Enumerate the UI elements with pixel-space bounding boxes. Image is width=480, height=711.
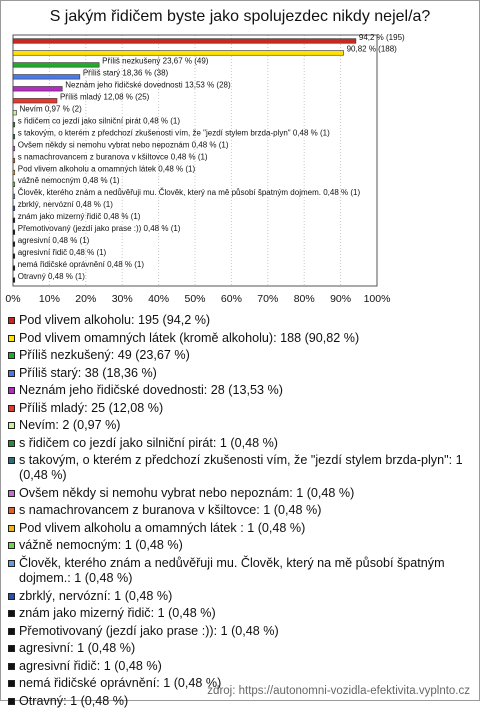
legend-swatch — [8, 593, 15, 600]
legend-label: Pod vlivem omamných látek (kromě alkoholu): 188 (90,82 %) — [19, 331, 359, 345]
legend-label: s namachrovancem z buranova v kšiltovce: 1 (0,48 %) — [19, 503, 321, 517]
legend-label: Člověk, kterého znám a nedůvěřuji mu. Člověk, který na mě působí špatným dojmem.: 1 (0,48 %) — [19, 556, 445, 585]
legend-item — [8, 383, 470, 398]
bar-data-label: Příliš nezkušený 23,67 % (49) — [102, 57, 209, 66]
legend-label: Ovšem někdy si nemohu vybrat nebo nepoznám: 1 (0,48 %) — [19, 486, 354, 500]
legend-item — [8, 331, 470, 346]
legend-label: Pod vlivem alkoholu: 195 (94,2 %) — [19, 313, 210, 327]
bar — [13, 146, 15, 151]
legend-swatch — [8, 525, 15, 532]
bar — [13, 266, 15, 271]
bars — [13, 33, 405, 283]
legend-item — [8, 348, 470, 363]
legend-label: Příliš mladý: 25 (12,08 %) — [19, 401, 163, 415]
legend-swatch — [8, 560, 15, 567]
legend-label: s řidičem co jezdí jako silniční pirát: 1 (0,48 %) — [19, 436, 278, 450]
x-tick-label: 50% — [184, 293, 205, 305]
legend-label: Neznám jeho řidičské dovednosti: 28 (13,53 %) — [19, 383, 283, 397]
source-note: zdroj: https://autonomni-vozidla-efektivita.vyplnto.cz — [207, 685, 470, 697]
legend-label: agresivní řidič: 1 (0,48 %) — [19, 659, 162, 673]
legend-swatch — [8, 422, 15, 429]
legend-item — [8, 521, 470, 536]
bar — [13, 194, 15, 199]
legend-swatch — [8, 507, 15, 514]
x-axis-ticks — [5, 293, 390, 305]
bar-data-label: Otravný 0,48 % (1) — [18, 272, 85, 281]
bar — [13, 158, 15, 163]
legend-item — [8, 556, 470, 587]
legend-label: Pod vlivem alkoholu a omamných látek : 1 (0,48 %) — [19, 521, 305, 535]
legend-swatch — [8, 490, 15, 497]
legend-item — [8, 418, 470, 433]
bar — [13, 170, 15, 175]
legend-label: Příliš nezkušený: 49 (23,67 %) — [19, 348, 190, 362]
legend-label: Nevím: 2 (0,97 %) — [19, 418, 120, 432]
bar — [13, 51, 344, 56]
legend-label: Přemotivovaný (jezdí jako prase :)): 1 (0,48 %) — [19, 624, 279, 638]
bar — [13, 182, 15, 187]
legend-item — [8, 313, 470, 328]
bar-data-label: s řidičem co jezdí jako silniční pirát 0,48 % (1) — [18, 116, 181, 125]
legend-swatch — [8, 370, 15, 377]
legend-item — [8, 453, 470, 484]
bar-data-label: s namachrovancem z buranova v kšiltovce 0,48 % (1) — [18, 152, 208, 161]
bar — [13, 254, 15, 259]
bar-data-label: zbrklý, nervózní 0,48 % (1) — [18, 200, 113, 209]
x-tick-label: 90% — [330, 293, 351, 305]
x-tick-label: 0% — [5, 293, 20, 305]
legend-item — [8, 606, 470, 621]
bar-data-label: Příliš mladý 12,08 % (25) — [60, 93, 150, 102]
legend-swatch — [8, 680, 15, 687]
bar-data-label: Nevím 0,97 % (2) — [20, 104, 83, 113]
legend-swatch — [8, 698, 15, 705]
legend-label: Příliš starý: 38 (18,36 %) — [19, 366, 157, 380]
bar-data-label: s takovým, o kterém z předchozí zkušenosti vím, že "jezdí stylem brzda-plyn" 0,48 % (1) — [18, 128, 330, 137]
bar-data-label: Člověk, kterého znám a nedůvěřuji mu. Člověk, který na mě působí špatným dojmem. 0,48 % (1) — [18, 188, 361, 197]
bar-data-label: nemá řidičské oprávnění 0,48 % (1) — [18, 260, 145, 269]
legend-swatch — [8, 628, 15, 635]
x-tick-label: 80% — [294, 293, 315, 305]
legend-item — [8, 503, 470, 518]
bar — [13, 39, 356, 44]
bar-data-label: Pod vlivem alkoholu a omamných látek 0,48 % (1) — [18, 164, 196, 173]
legend-item — [8, 624, 470, 639]
legend-item — [8, 538, 470, 553]
bar — [13, 63, 99, 68]
legend-item — [8, 486, 470, 501]
bar-data-label: agresivní řidič 0,48 % (1) — [18, 248, 107, 257]
legend-swatch — [8, 645, 15, 652]
bar-data-label: vážně nemocným 0,48 % (1) — [18, 176, 120, 185]
bar-data-label: 90,82 % (188) — [347, 45, 398, 54]
legend-item — [8, 589, 470, 604]
legend-swatch — [8, 387, 15, 394]
legend-item — [8, 436, 470, 451]
bar-data-label: znám jako mizerný řidič 0,48 % (1) — [18, 212, 141, 221]
legend-item — [8, 401, 470, 416]
legend-label: zbrklý, nervózní: 1 (0,48 %) — [19, 589, 172, 603]
legend-label: Otravný: 1 (0,48 %) — [19, 694, 128, 708]
legend-swatch — [8, 335, 15, 342]
legend-item — [8, 641, 470, 656]
x-tick-label: 20% — [75, 293, 96, 305]
bar — [13, 206, 15, 211]
legend-label: znám jako mizerný řidič: 1 (0,48 %) — [19, 606, 216, 620]
legend-swatch — [8, 405, 15, 412]
bar — [13, 86, 62, 91]
legend-label: s takovým, o kterém z předchozí zkušenosti vím, že "jezdí stylem brzda-plyn": 1 (0,48 %) — [19, 453, 463, 482]
bar — [13, 110, 17, 115]
legend-swatch — [8, 663, 15, 670]
chart-title: S jakým řidičem byste jako spolujezdec nikdy nejel/a? — [0, 8, 480, 26]
legend-label: nemá řidičské oprávnění: 1 (0,48 %) — [19, 676, 221, 690]
legend-item — [8, 366, 470, 381]
x-tick-label: 60% — [221, 293, 242, 305]
bar — [13, 134, 15, 139]
x-tick-label: 30% — [112, 293, 133, 305]
bar — [13, 218, 15, 223]
legend-label: vážně nemocným: 1 (0,48 %) — [19, 538, 183, 552]
legend-swatch — [8, 440, 15, 447]
x-tick-label: 70% — [257, 293, 278, 305]
legend-swatch — [8, 457, 15, 464]
legend — [8, 313, 470, 711]
x-tick-label: 40% — [148, 293, 169, 305]
legend-swatch — [8, 610, 15, 617]
legend-item — [8, 659, 470, 674]
bar-data-label: agresivní 0,48 % (1) — [18, 236, 90, 245]
bar-data-label: Ovšem někdy si nemohu vybrat nebo nepoznám 0,48 % (1) — [18, 140, 229, 149]
bar-data-label: 94,2 % (195) — [359, 33, 405, 42]
legend-swatch — [8, 317, 15, 324]
x-tick-label: 100% — [364, 293, 391, 305]
bar-data-label: Příliš starý 18,36 % (38) — [83, 69, 169, 78]
bar — [13, 230, 15, 235]
legend-swatch — [8, 352, 15, 359]
bar — [13, 242, 15, 247]
bar-data-label: Neznám jeho řidičské dovednosti 13,53 % (28) — [65, 81, 231, 90]
x-tick-label: 10% — [39, 293, 60, 305]
bar — [13, 278, 15, 283]
legend-swatch — [8, 542, 15, 549]
legend-label: agresivní: 1 (0,48 %) — [19, 641, 135, 655]
bar-data-label: Přemotivovaný (jezdí jako prase :)) 0,48 % (1) — [18, 224, 181, 233]
bar — [13, 122, 15, 127]
bar — [13, 75, 80, 80]
bar — [13, 98, 57, 103]
bar-plot — [0, 0, 480, 310]
